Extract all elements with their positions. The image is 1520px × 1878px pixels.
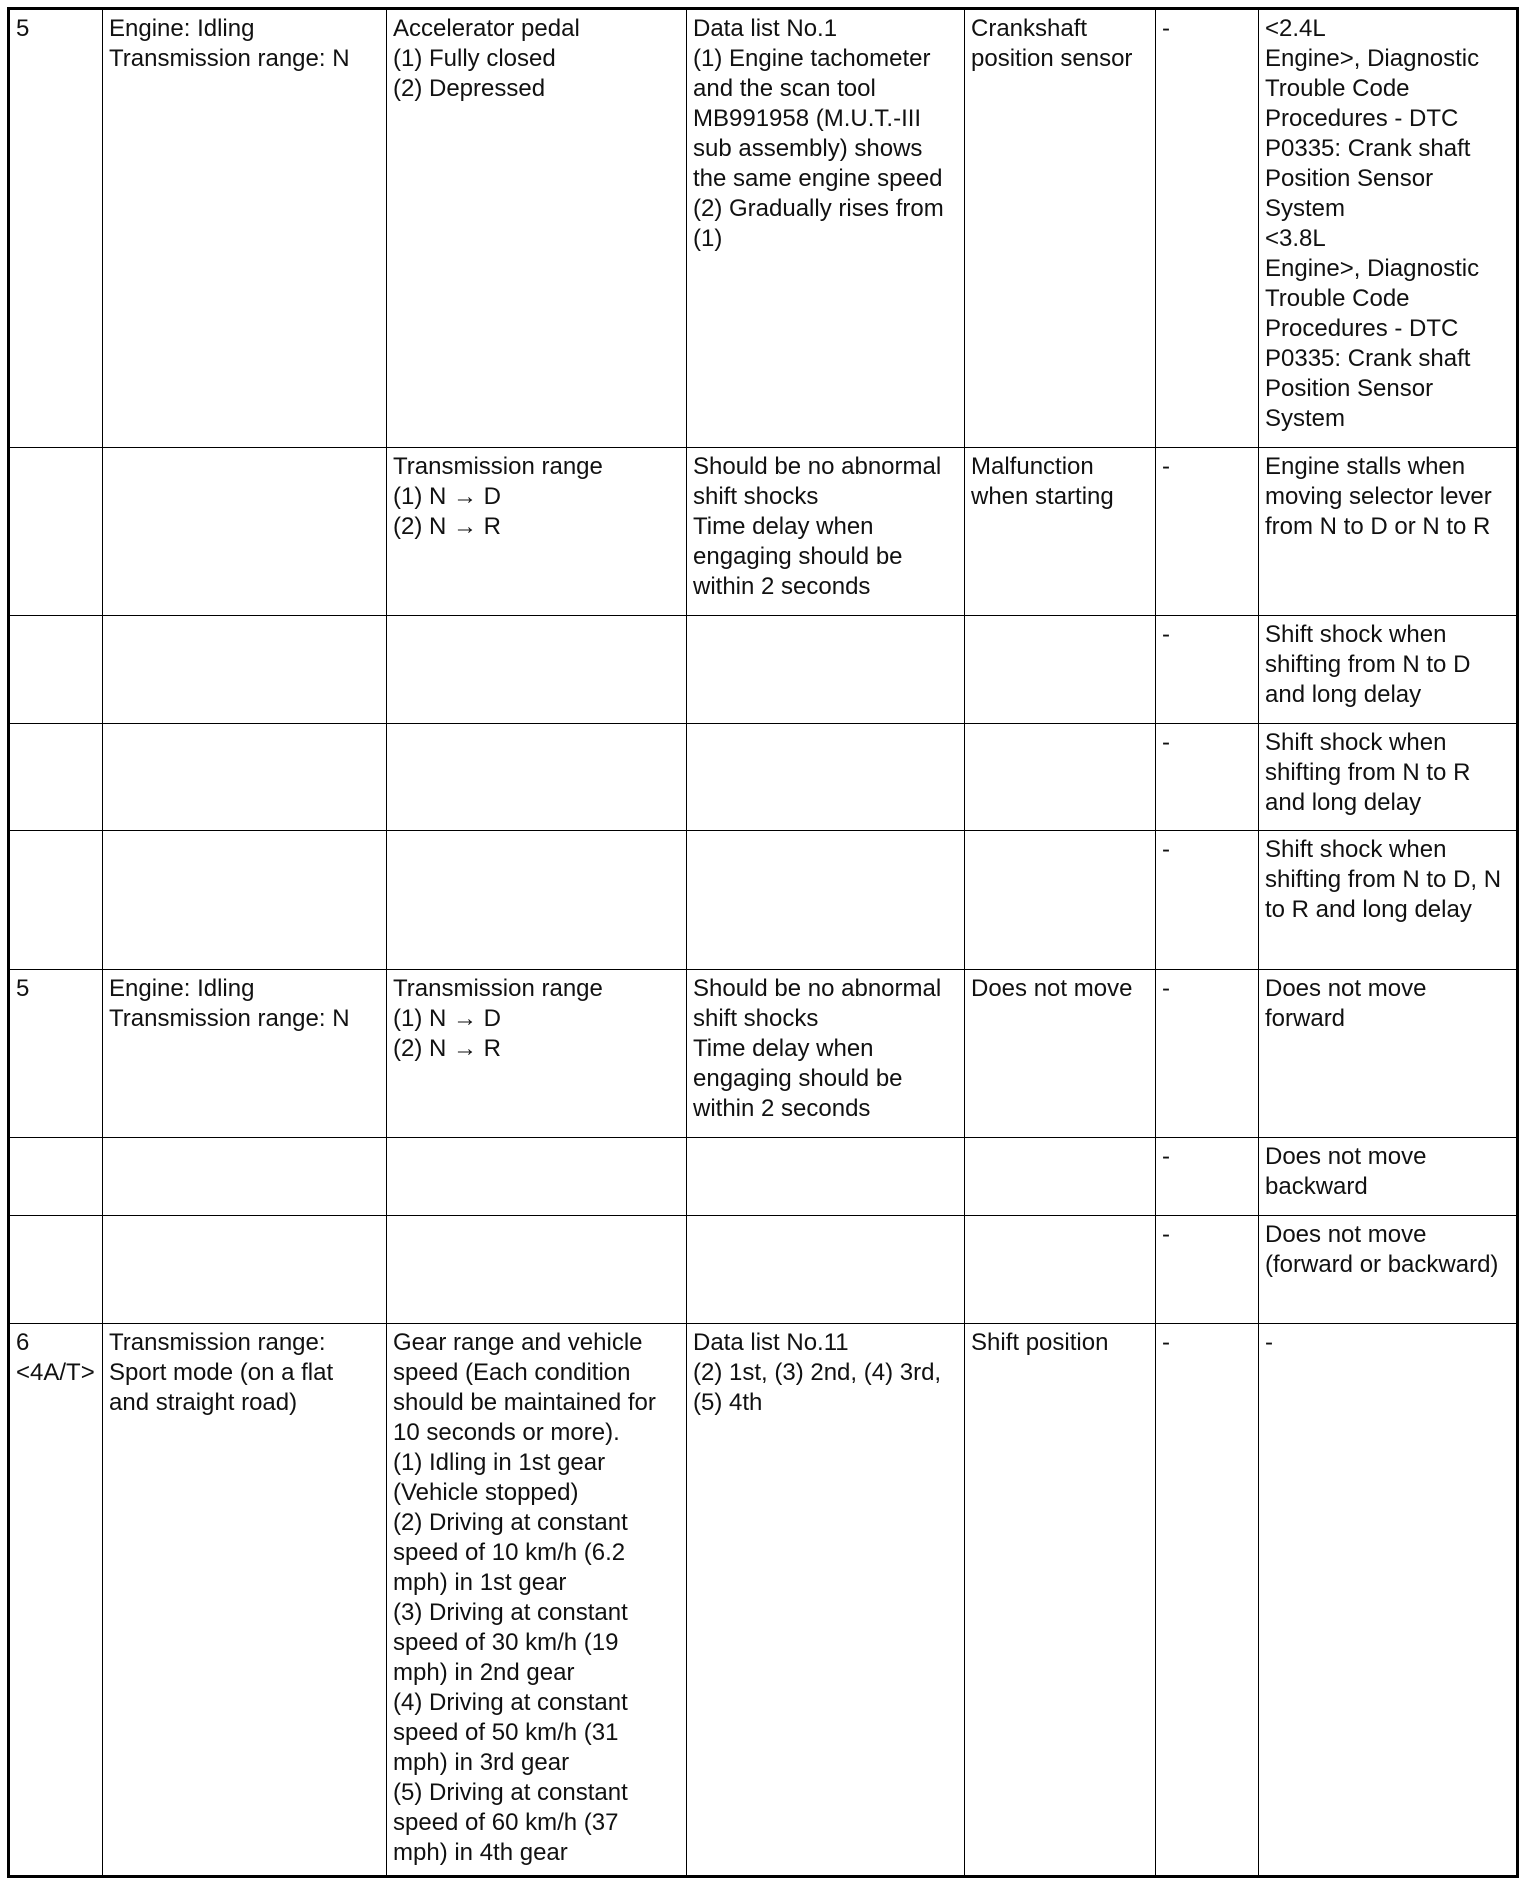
- cell-text-line: within 2 seconds: [693, 1095, 871, 1122]
- cell-judgement-value: [687, 724, 965, 831]
- cell-condition: [103, 724, 387, 831]
- cell-judgement-value: [687, 1138, 965, 1216]
- cell-text-line: Malfunction: [971, 453, 1094, 480]
- cell-reference: [1259, 9, 1518, 448]
- cell-text-line: when starting: [971, 483, 1114, 510]
- cell-text-line: speed of 30 km/h (19: [393, 1629, 619, 1656]
- cell-operation: [387, 1216, 687, 1324]
- cell-condition: [103, 9, 387, 448]
- cell-text-line: 10 seconds or more).: [393, 1419, 620, 1446]
- cell-inspection-item: [965, 724, 1156, 831]
- table-row: [9, 9, 1518, 448]
- cell-condition: [103, 1138, 387, 1216]
- cell-text-line: -: [1162, 453, 1170, 480]
- cell-text-line: the same engine speed: [693, 165, 943, 192]
- cell-text-line: Accelerator pedal: [393, 15, 580, 42]
- cell-text-line: sub assembly) shows: [693, 135, 923, 162]
- cell-text-line: mph) in 3rd gear: [393, 1749, 570, 1776]
- cell-step-no: [9, 831, 103, 970]
- cell-text-line: speed of 60 km/h (37: [393, 1809, 619, 1836]
- cell-text-line: (1) N → D: [393, 483, 501, 510]
- cell-text-line: shifting from N to D, N: [1265, 866, 1502, 893]
- cell-text-line: -: [1265, 1329, 1273, 1356]
- cell-inspection-item: [965, 1216, 1156, 1324]
- cell-operation: [387, 9, 687, 448]
- cell-text-line: (2) N → R: [393, 513, 501, 540]
- cell-text-line: Time delay when: [693, 1035, 874, 1062]
- table-row: [9, 1138, 1518, 1216]
- cell-text-line: Transmission range: [393, 975, 603, 1002]
- cell-text-line: Engine: Idling: [109, 15, 255, 42]
- cell-text-line: Sport mode (on a flat: [109, 1359, 334, 1386]
- cell-text-line: (2) 1st, (3) 2nd, (4) 3rd,: [693, 1359, 942, 1386]
- cell-text-line: speed of 50 km/h (31: [393, 1719, 619, 1746]
- cell-text-line: Should be no abnormal: [693, 975, 942, 1002]
- cell-text-line: (1) Fully closed: [393, 45, 556, 72]
- cell-text-line: and long delay: [1265, 789, 1422, 816]
- cell-reference: [1259, 1324, 1518, 1877]
- cell-text-line: System: [1265, 195, 1346, 222]
- cell-text-line: backward: [1265, 1173, 1368, 1200]
- table-row: [9, 448, 1518, 616]
- cell-judgement-value: [687, 448, 965, 616]
- cell-text-line: (1) Idling in 1st gear: [393, 1449, 606, 1476]
- inspection-procedure-table: [7, 7, 1519, 1878]
- cell-text-line: speed of 10 km/h (6.2: [393, 1539, 626, 1566]
- cell-step-no: [9, 1216, 103, 1324]
- cell-reference: [1259, 448, 1518, 616]
- cell-text-line: mph) in 4th gear: [393, 1839, 568, 1866]
- cell-inspection-item: [965, 1138, 1156, 1216]
- cell-text-line: Does not move: [1265, 1221, 1427, 1248]
- cell-text-line: and the scan tool: [693, 75, 876, 102]
- cell-text-line: <2.4L: [1265, 15, 1326, 42]
- cell-text-line: Gear range and vehicle: [393, 1329, 643, 1356]
- cell-text-line: (2) Depressed: [393, 75, 546, 102]
- cell-text-line: Trouble Code: [1265, 285, 1410, 312]
- cell-text-line: P0335: Crank shaft: [1265, 135, 1471, 162]
- cell-text-line: Transmission range: N: [109, 1005, 350, 1032]
- cell-step-no: [9, 1138, 103, 1216]
- cell-reference: [1259, 1216, 1518, 1324]
- cell-procedure-no: [1156, 1324, 1259, 1877]
- cell-text-line: -: [1162, 1143, 1170, 1170]
- cell-procedure-no: [1156, 1216, 1259, 1324]
- cell-text-line: System: [1265, 405, 1346, 432]
- cell-text-line: engaging should be: [693, 543, 903, 570]
- cell-text-line: Data list No.1: [693, 15, 838, 42]
- cell-text-line: Engine stalls when: [1265, 453, 1466, 480]
- cell-text-line: -: [1162, 15, 1170, 42]
- cell-text-line: Shift position: [971, 1329, 1109, 1356]
- cell-operation: [387, 970, 687, 1138]
- cell-text-line: Shift shock when: [1265, 729, 1447, 756]
- cell-step-no: [9, 724, 103, 831]
- cell-condition: [103, 970, 387, 1138]
- cell-step-no: [9, 9, 103, 448]
- table-row: [9, 1216, 1518, 1324]
- cell-text-line: (1) N → D: [393, 1005, 501, 1032]
- cell-text-line: Transmission range: [393, 453, 603, 480]
- table-row: [9, 616, 1518, 724]
- cell-judgement-value: [687, 831, 965, 970]
- cell-procedure-no: [1156, 831, 1259, 970]
- cell-step-no: [9, 970, 103, 1138]
- cell-judgement-value: [687, 970, 965, 1138]
- cell-text-line: P0335: Crank shaft: [1265, 345, 1471, 372]
- cell-reference: [1259, 724, 1518, 831]
- cell-text-line: Transmission range: N: [109, 45, 350, 72]
- cell-judgement-value: [687, 1216, 965, 1324]
- cell-text-line: mph) in 2nd gear: [393, 1659, 575, 1686]
- cell-text-line: (5) 4th: [693, 1389, 763, 1416]
- cell-procedure-no: [1156, 970, 1259, 1138]
- cell-procedure-no: [1156, 9, 1259, 448]
- cell-text-line: -: [1162, 1329, 1170, 1356]
- cell-operation: [387, 1324, 687, 1877]
- table-row: [9, 1324, 1518, 1877]
- cell-text-line: Does not move: [1265, 975, 1427, 1002]
- cell-text-line: Position Sensor: [1265, 165, 1434, 192]
- cell-text-line: to R and long delay: [1265, 896, 1472, 923]
- cell-text-line: shifting from N to R: [1265, 759, 1471, 786]
- cell-inspection-item: [965, 970, 1156, 1138]
- cell-text-line: Procedures - DTC: [1265, 105, 1459, 132]
- cell-text-line: Shift shock when: [1265, 836, 1447, 863]
- cell-step-no: [9, 448, 103, 616]
- cell-text-line: (3) Driving at constant: [393, 1599, 628, 1626]
- cell-text-line: Shift shock when: [1265, 621, 1447, 648]
- cell-text-line: (Vehicle stopped): [393, 1479, 579, 1506]
- table-row: [9, 970, 1518, 1138]
- table-body: [9, 9, 1518, 1877]
- cell-inspection-item: [965, 831, 1156, 970]
- cell-reference: [1259, 831, 1518, 970]
- cell-judgement-value: [687, 9, 965, 448]
- cell-text-line: should be maintained for: [393, 1389, 656, 1416]
- cell-text-line: Time delay when: [693, 513, 874, 540]
- cell-text-line: -: [1162, 1221, 1170, 1248]
- cell-inspection-item: [965, 448, 1156, 616]
- cell-text-line: engaging should be: [693, 1065, 903, 1092]
- cell-condition: [103, 1324, 387, 1877]
- cell-text-line: 5: [16, 975, 30, 1002]
- cell-text-line: Transmission range:: [109, 1329, 326, 1356]
- cell-text-line: Does not move: [1265, 1143, 1427, 1170]
- cell-condition: [103, 831, 387, 970]
- cell-text-line: position sensor: [971, 45, 1133, 72]
- cell-reference: [1259, 616, 1518, 724]
- cell-text-line: <3.8L: [1265, 225, 1326, 252]
- cell-text-line: Engine>, Diagnostic: [1265, 45, 1480, 72]
- cell-text-line: MB991958 (M.U.T.-III: [693, 105, 922, 132]
- cell-text-line: Trouble Code: [1265, 75, 1410, 102]
- table-row: [9, 724, 1518, 831]
- cell-operation: [387, 831, 687, 970]
- cell-text-line: moving selector lever: [1265, 483, 1492, 510]
- cell-text-line: (2) Gradually rises from: [693, 195, 944, 222]
- cell-text-line: and long delay: [1265, 681, 1422, 708]
- cell-text-line: Should be no abnormal: [693, 453, 942, 480]
- cell-step-no: [9, 616, 103, 724]
- cell-procedure-no: [1156, 448, 1259, 616]
- cell-inspection-item: [965, 616, 1156, 724]
- cell-text-line: (1): [693, 225, 723, 252]
- cell-procedure-no: [1156, 724, 1259, 831]
- cell-text-line: Data list No.11: [693, 1329, 849, 1356]
- cell-operation: [387, 1138, 687, 1216]
- cell-text-line: -: [1162, 621, 1170, 648]
- cell-text-line: shift shocks: [693, 1005, 819, 1032]
- cell-step-no: [9, 1324, 103, 1877]
- cell-inspection-item: [965, 1324, 1156, 1877]
- cell-text-line: shift shocks: [693, 483, 819, 510]
- cell-text-line: shifting from N to D: [1265, 651, 1471, 678]
- cell-text-line: (2) Driving at constant: [393, 1509, 628, 1536]
- cell-text-line: (2) N → R: [393, 1035, 501, 1062]
- cell-text-line: -: [1162, 729, 1170, 756]
- table-row: [9, 831, 1518, 970]
- cell-text-line: from N to D or N to R: [1265, 513, 1491, 540]
- cell-text-line: forward: [1265, 1005, 1346, 1032]
- cell-condition: [103, 448, 387, 616]
- cell-judgement-value: [687, 1324, 965, 1877]
- cell-text-line: Does not move: [971, 975, 1133, 1002]
- cell-text-line: Position Sensor: [1265, 375, 1434, 402]
- cell-text-line: mph) in 1st gear: [393, 1569, 567, 1596]
- cell-text-line: Procedures - DTC: [1265, 315, 1459, 342]
- cell-procedure-no: [1156, 1138, 1259, 1216]
- cell-text-line: Engine>, Diagnostic: [1265, 255, 1480, 282]
- cell-operation: [387, 724, 687, 831]
- cell-condition: [103, 1216, 387, 1324]
- cell-text-line: 6: [16, 1329, 30, 1356]
- cell-text-line: speed (Each condition: [393, 1359, 631, 1386]
- cell-text-line: 5: [16, 15, 30, 42]
- cell-text-line: <4A/T>: [16, 1359, 95, 1386]
- cell-text-line: Engine: Idling: [109, 975, 255, 1002]
- cell-text-line: -: [1162, 975, 1170, 1002]
- cell-inspection-item: [965, 9, 1156, 448]
- cell-text-line: within 2 seconds: [693, 573, 871, 600]
- cell-procedure-no: [1156, 616, 1259, 724]
- cell-judgement-value: [687, 616, 965, 724]
- cell-text-line: (forward or backward): [1265, 1251, 1499, 1278]
- cell-text-line: -: [1162, 836, 1170, 863]
- cell-condition: [103, 616, 387, 724]
- cell-reference: [1259, 1138, 1518, 1216]
- cell-operation: [387, 448, 687, 616]
- cell-text-line: Crankshaft: [971, 15, 1088, 42]
- cell-reference: [1259, 970, 1518, 1138]
- cell-text-line: and straight road): [109, 1389, 298, 1416]
- cell-text-line: (4) Driving at constant: [393, 1689, 628, 1716]
- cell-text-line: (5) Driving at constant: [393, 1779, 628, 1806]
- inspection-table-container: [7, 7, 1516, 1878]
- cell-text-line: (1) Engine tachometer: [693, 45, 931, 72]
- cell-operation: [387, 616, 687, 724]
